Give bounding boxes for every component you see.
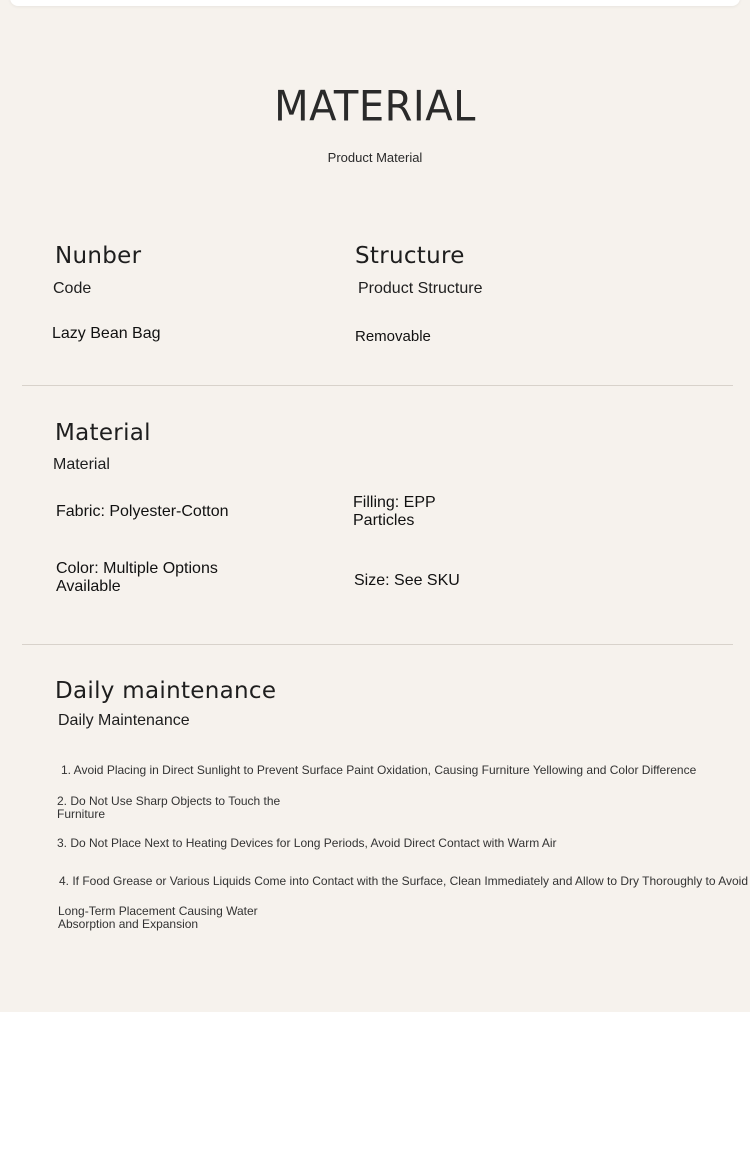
material-subheading: Material bbox=[53, 456, 110, 473]
maintenance-subheading: Daily Maintenance bbox=[58, 712, 190, 729]
number-value: Lazy Bean Bag bbox=[52, 325, 161, 342]
maintenance-tip-3: 3. Do Not Place Next to Heating Devices for Long Periods, Avoid Direct Contact with Warm Air bbox=[57, 836, 557, 850]
structure-value: Removable bbox=[355, 328, 431, 345]
filling-value: Filling: EPP Particles bbox=[353, 494, 436, 529]
maintenance-tip-2: 2. Do Not Use Sharp Objects to Touch the Furniture bbox=[57, 794, 281, 821]
divider-2 bbox=[22, 644, 733, 645]
fabric-value: Fabric: Polyester-Cotton bbox=[56, 503, 229, 520]
top-card bbox=[10, 0, 740, 6]
divider-1 bbox=[22, 385, 733, 386]
page-subtitle: Product Material bbox=[327, 150, 423, 165]
number-subheading: Code bbox=[53, 280, 92, 297]
number-heading: Nunber bbox=[55, 243, 142, 269]
structure-subheading: Product Structure bbox=[358, 280, 483, 297]
structure-heading: Structure bbox=[355, 243, 465, 269]
color-value: Color: Multiple Options Available bbox=[56, 560, 218, 595]
page-title: MATERIAL bbox=[274, 82, 476, 132]
size-value: Size: See SKU bbox=[354, 572, 460, 589]
material-heading: Material bbox=[55, 420, 151, 446]
maintenance-tip-4: 4. If Food Grease or Various Liquids Come into Contact with the Surface, Clean Immediately and Allow to Dry Thoroughly to Avoid bbox=[59, 875, 749, 888]
maintenance-tip-1: 1. Avoid Placing in Direct Sunlight to Prevent Surface Paint Oxidation, Causing Furniture Yellowing and Color Difference bbox=[61, 763, 697, 777]
maintenance-tip-4-continued: Long-Term Placement Causing Water Absorption and Expansion bbox=[58, 904, 258, 931]
maintenance-heading: Daily maintenance bbox=[55, 678, 277, 704]
